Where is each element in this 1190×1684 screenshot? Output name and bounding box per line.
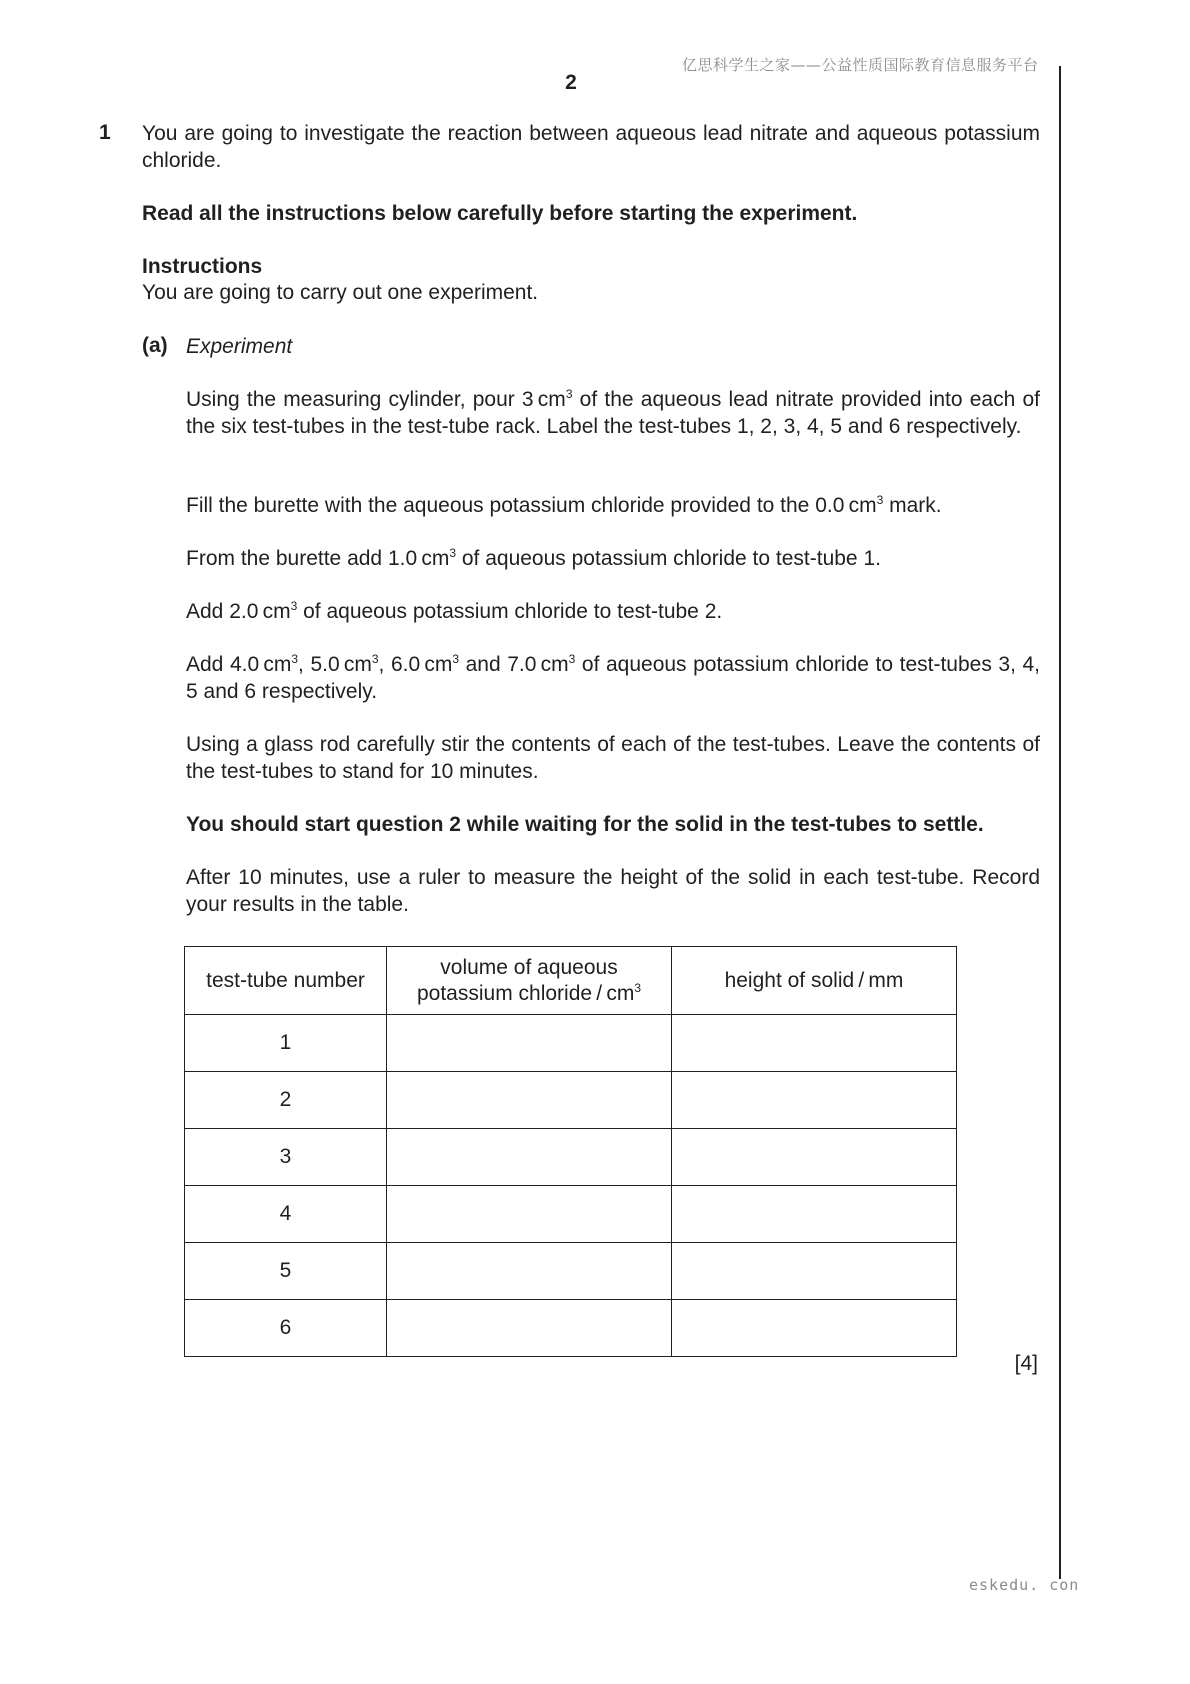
cell-height[interactable] <box>672 1015 957 1072</box>
step-measure-height: After 10 minutes, use a ruler to measure the height of the solid in each test-tube. Record your results in the table. <box>186 866 1040 916</box>
instructions-heading: Instructions <box>142 255 263 278</box>
table-row <box>185 1129 957 1186</box>
header-height: height of solid / mm <box>672 947 957 1015</box>
read-all-instruction: Read all the instructions below carefully before starting the experiment. <box>142 202 858 225</box>
instructions-text: You are going to carry out one experiment. <box>142 281 539 304</box>
cell-volume[interactable] <box>387 1243 672 1300</box>
question-number: 1 <box>99 121 111 144</box>
cell-test-tube-number: 6 <box>185 1300 387 1357</box>
step-stir: Using a glass rod carefully stir the contents of each of the test-tubes. Leave the contents of the test-tubes to stand for 10 minutes. <box>186 733 1040 783</box>
watermark-bottom: eskedu. con <box>969 1576 1080 1594</box>
watermark-top: 亿思科学生之家——公益性质国际教育信息服务平台 <box>682 56 1039 74</box>
cell-test-tube-number: 3 <box>185 1129 387 1186</box>
table-row <box>185 1300 957 1357</box>
cell-volume[interactable] <box>387 1015 672 1072</box>
cell-test-tube-number: 2 <box>185 1072 387 1129</box>
cell-volume[interactable] <box>387 1186 672 1243</box>
table-row <box>185 1015 957 1072</box>
start-question-2-note: You should start question 2 while waiting for the solid in the test-tubes to settle. <box>186 813 984 836</box>
page-number: 2 <box>565 71 577 94</box>
part-a-title: Experiment <box>186 335 293 358</box>
question-intro: You are going to investigate the reaction between aqueous lead nitrate and aqueous potassium chloride. <box>142 122 1040 172</box>
table-row <box>185 1072 957 1129</box>
results-table <box>184 946 957 1357</box>
cell-test-tube-number: 5 <box>185 1243 387 1300</box>
step-add-test-tube-1: From the burette add 1.0 $cm^3$ of aqueous potassium chloride to test-tube 1. <box>186 546 881 570</box>
cell-volume[interactable] <box>387 1129 672 1186</box>
step-add-test-tubes-3-6: Add 4.0 $cm^3$, 5.0 $cm^3$, 6.0 $cm^3$ and 7.0 $cm^3$ of aqueous potassium chloride to test-tubes 3, 4, 5 and 6 respectively. <box>186 652 1041 703</box>
cell-height[interactable] <box>672 1072 957 1129</box>
marks-allocation: [4] <box>1014 1352 1038 1375</box>
table-row <box>185 1186 957 1243</box>
cell-height[interactable] <box>672 1243 957 1300</box>
table-row <box>185 1243 957 1300</box>
cell-height[interactable] <box>672 1129 957 1186</box>
cell-height[interactable] <box>672 1186 957 1243</box>
margin-rule <box>1059 66 1061 1579</box>
table-header-row <box>185 947 957 1015</box>
cell-volume[interactable] <box>387 1300 672 1357</box>
cell-test-tube-number: 1 <box>185 1015 387 1072</box>
part-a-label: (a) <box>142 334 168 357</box>
header-volume: volume of aqueous potassium chloride / $cm^3$ <box>387 947 672 1015</box>
header-test-tube-number: test-tube number <box>185 947 387 1015</box>
step-add-test-tube-2: Add 2.0 $cm^3$ of aqueous potassium chloride to test-tube 2. <box>186 599 723 623</box>
step-pour-lead-nitrate: Using the measuring cylinder, pour 3 $cm^3$ of the aqueous lead nitrate provided into each of the six test-tubes in the test-tube rack. Label the test-tubes 1, 2, 3, 4, 5 and 6 respectively. <box>186 387 1040 438</box>
cell-volume[interactable] <box>387 1072 672 1129</box>
cell-test-tube-number: 4 <box>185 1186 387 1243</box>
step-fill-burette: Fill the burette with the aqueous potassium chloride provided to the 0.0 $cm^3$ mark. <box>186 493 942 517</box>
cell-height[interactable] <box>672 1300 957 1357</box>
